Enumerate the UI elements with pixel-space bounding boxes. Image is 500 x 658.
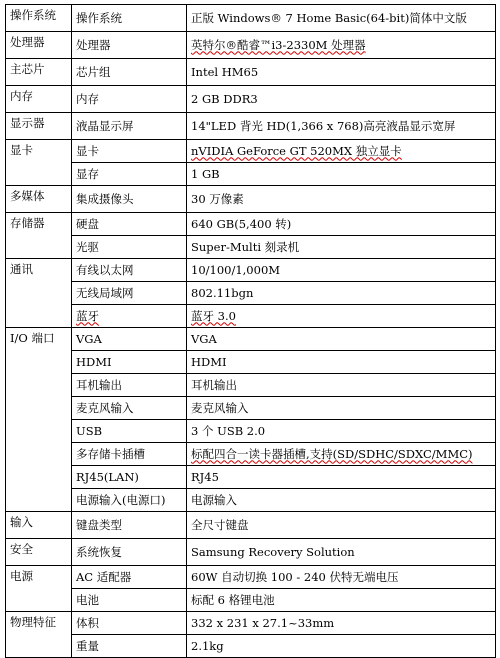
item-cell: RJ45(LAN) <box>72 466 187 489</box>
item-cell: 显卡 <box>72 140 187 163</box>
item-cell: 电池 <box>72 589 187 612</box>
value-cell: 2.1kg <box>187 635 496 658</box>
value-cell: 耳机输出 <box>187 374 496 397</box>
value-cell: 802.11bgn <box>187 282 496 305</box>
table-row <box>6 305 496 328</box>
value-cell: 14"LED 背光 HD(1,366 x 768)高亮液晶显示宽屏 <box>187 113 496 140</box>
table-row <box>6 186 496 213</box>
spec-table <box>5 4 496 658</box>
value-cell: 332 x 231 x 27.1~33mm <box>187 612 496 635</box>
category-cell: 主芯片 <box>6 59 72 86</box>
item-cell: 耳机输出 <box>72 374 187 397</box>
item-cell: 芯片组 <box>72 59 187 86</box>
item-cell: AC 适配器 <box>72 566 187 589</box>
table-row <box>6 5 496 32</box>
table-row <box>6 397 496 420</box>
value-text: 标配四合一读卡器插槽,支持(SD/SDHC/SDXC/MMC) <box>191 446 473 461</box>
value-cell: 2 GB DDR3 <box>187 86 496 113</box>
value-cell: Intel HM65 <box>187 59 496 86</box>
item-cell: 电源输入(电源口) <box>72 489 187 512</box>
item-cell <box>72 305 187 328</box>
value-cell: 标配 6 格锂电池 <box>187 589 496 612</box>
category-cell: 安全 <box>6 539 72 566</box>
value-text: 蓝牙 3.0 <box>191 308 236 323</box>
category-cell: 处理器 <box>6 32 72 59</box>
category-cell: I/O 端口 <box>6 328 72 512</box>
category-cell: 多媒体 <box>6 186 72 213</box>
value-cell: HDMI <box>187 351 496 374</box>
category-cell: 输入 <box>6 512 72 539</box>
value-cell <box>187 305 496 328</box>
table-row <box>6 140 496 163</box>
category-cell: 存储器 <box>6 213 72 259</box>
item-cell: 系统恢复 <box>72 539 187 566</box>
value-text: nVIDIA GeForce GT 520MX 独立显卡 <box>191 143 402 158</box>
table-row <box>6 374 496 397</box>
item-cell: 光驱 <box>72 236 187 259</box>
value-cell: 30 万像素 <box>187 186 496 213</box>
item-cell: 无线局域网 <box>72 282 187 305</box>
table-row <box>6 259 496 282</box>
table-row <box>6 466 496 489</box>
value-cell: 正版 Windows® 7 Home Basic(64-bit)简体中文版 <box>187 5 496 32</box>
item-text: 蓝牙 <box>76 308 99 323</box>
value-cell: Super-Multi 刻录机 <box>187 236 496 259</box>
item-cell: 硬盘 <box>72 213 187 236</box>
value-cell: 电源输入 <box>187 489 496 512</box>
value-cell: 全尺寸键盘 <box>187 512 496 539</box>
item-cell: 液晶显示屏 <box>72 113 187 140</box>
value-cell: 3 个 USB 2.0 <box>187 420 496 443</box>
value-cell: 麦克风输入 <box>187 397 496 420</box>
table-row <box>6 86 496 113</box>
table-row <box>6 566 496 589</box>
item-cell: 体积 <box>72 612 187 635</box>
table-row <box>6 236 496 259</box>
value-cell: VGA <box>187 328 496 351</box>
item-cell: 重量 <box>72 635 187 658</box>
table-row <box>6 32 496 59</box>
category-cell: 物理特征 <box>6 612 72 658</box>
value-cell <box>187 140 496 163</box>
table-row <box>6 213 496 236</box>
category-cell: 操作系统 <box>6 5 72 32</box>
table-row <box>6 512 496 539</box>
table-row <box>6 163 496 186</box>
item-cell: 多存储卡插槽 <box>72 443 187 466</box>
table-row <box>6 612 496 635</box>
item-cell: 集成摄像头 <box>72 186 187 213</box>
table-row <box>6 539 496 566</box>
item-cell: 显存 <box>72 163 187 186</box>
item-cell: 有线以太网 <box>72 259 187 282</box>
category-cell: 通讯 <box>6 259 72 328</box>
table-row <box>6 282 496 305</box>
value-cell: 1 GB <box>187 163 496 186</box>
item-cell: VGA <box>72 328 187 351</box>
value-cell: Samsung Recovery Solution <box>187 539 496 566</box>
category-cell: 内存 <box>6 86 72 113</box>
category-cell: 显示器 <box>6 113 72 140</box>
item-cell: 内存 <box>72 86 187 113</box>
value-cell: 60W 自动切换 100 - 240 伏特无端电压 <box>187 566 496 589</box>
item-cell: USB <box>72 420 187 443</box>
table-row <box>6 443 496 466</box>
value-cell <box>187 443 496 466</box>
table-row <box>6 420 496 443</box>
table-row <box>6 635 496 658</box>
table-row <box>6 489 496 512</box>
item-cell: 操作系统 <box>72 5 187 32</box>
item-cell: 麦克风输入 <box>72 397 187 420</box>
table-row <box>6 589 496 612</box>
item-cell: 处理器 <box>72 32 187 59</box>
table-row <box>6 113 496 140</box>
item-cell: 键盘类型 <box>72 512 187 539</box>
value-cell <box>187 32 496 59</box>
value-cell: RJ45 <box>187 466 496 489</box>
category-cell: 显卡 <box>6 140 72 186</box>
value-cell: 640 GB(5,400 转) <box>187 213 496 236</box>
item-cell: HDMI <box>72 351 187 374</box>
table-row <box>6 328 496 351</box>
table-row <box>6 351 496 374</box>
category-cell: 电源 <box>6 566 72 612</box>
value-text: 英特尔®酷睿™i3-2330M 处理器 <box>191 37 366 52</box>
table-row <box>6 59 496 86</box>
value-cell: 10/100/1,000M <box>187 259 496 282</box>
